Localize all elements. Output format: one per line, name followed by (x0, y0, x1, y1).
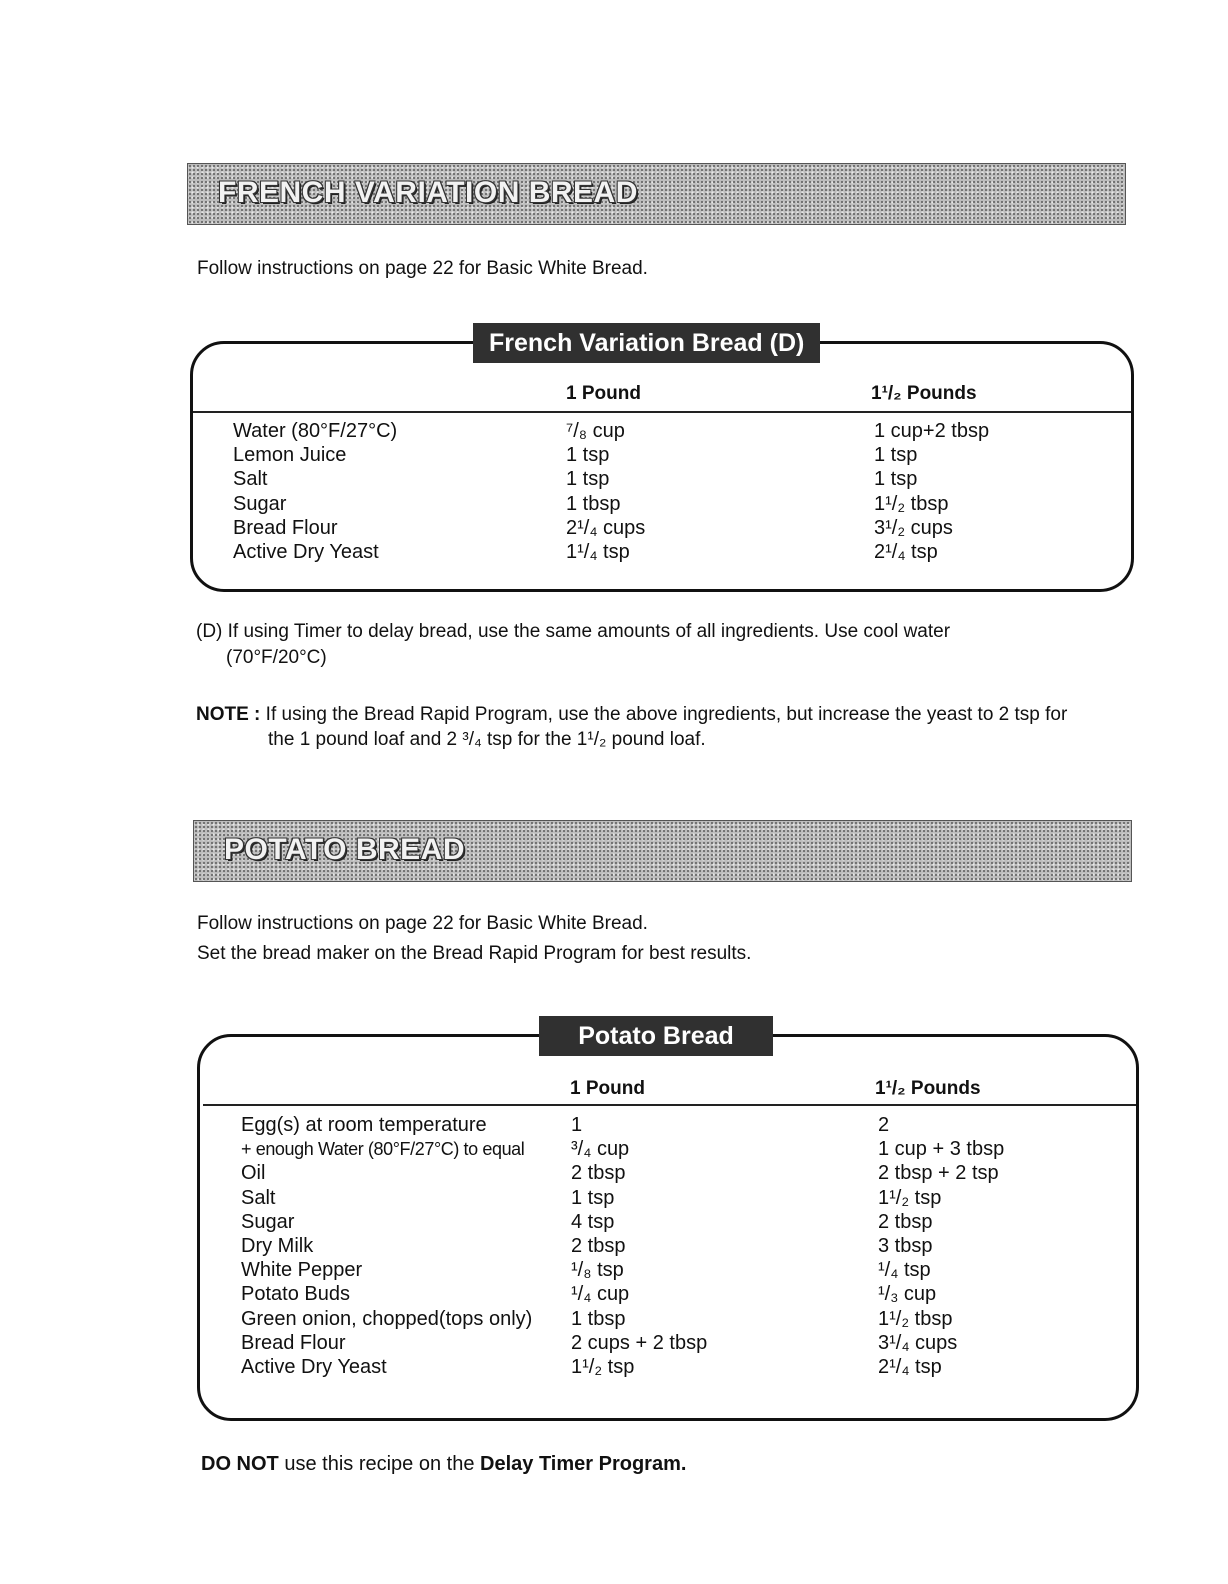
ingredient: Salt (241, 1186, 276, 1209)
warning-program: Delay Timer Program. (480, 1453, 687, 1475)
potato-bread-banner-title: POTATO BREAD (224, 833, 466, 866)
amount-1-pound: 2¹/₄ cups (566, 516, 646, 539)
ingredient: Bread Flour (241, 1331, 346, 1354)
french-recipe-box-title: French Variation Bread (D) (473, 323, 820, 363)
amount-1-pound: ¹/₄ cup (571, 1283, 630, 1306)
french-footnote-line-1: (D) If using Timer to delay bread, use the same amounts of all ingredients. Use cool water (196, 621, 951, 642)
amount-1-pound: ³/₄ cup (571, 1138, 630, 1161)
ingredient: Lemon Juice (233, 444, 347, 467)
potato-ingredient-table (241, 1113, 1004, 1379)
ingredient: Dry Milk (241, 1235, 314, 1258)
ingredient: Oil (241, 1162, 266, 1185)
amount-1-5-pounds: 1¹/₂ tbsp (878, 1307, 953, 1330)
table-row (233, 540, 989, 564)
amount-1-pound: 1¹/₂ tsp (571, 1356, 635, 1379)
table-row (241, 1137, 1004, 1161)
french-col-1-pound: 1 Pound (566, 383, 641, 404)
table-row (233, 467, 989, 491)
note-label: NOTE : (196, 704, 261, 725)
table-row (241, 1113, 1004, 1137)
potato-col-1-5-pounds: 1¹/₂ Pounds (875, 1078, 981, 1099)
potato-intro-line-2: Set the bread maker on the Bread Rapid Program for best results. (197, 943, 752, 964)
table-row (241, 1234, 1004, 1258)
table-row (241, 1258, 1004, 1282)
potato-col-1-pound: 1 Pound (570, 1078, 645, 1099)
amount-1-5-pounds: 1 tsp (874, 468, 918, 491)
table-row (241, 1210, 1004, 1234)
amount-1-pound: 2 tbsp (571, 1235, 626, 1258)
table-row (233, 443, 989, 467)
table-row (241, 1355, 1004, 1379)
potato-bread-banner (193, 820, 1132, 882)
french-col-1-5-pounds: 1¹/₂ Pounds (871, 383, 977, 404)
french-intro: Follow instructions on page 22 for Basic White Bread. (197, 258, 648, 279)
potato-recipe-box (197, 1022, 1139, 1421)
french-ingredient-table (233, 419, 989, 564)
ingredient: Green onion, chopped(tops only) (241, 1307, 533, 1330)
potato-header-rule (203, 1104, 1136, 1106)
ingredient: Egg(s) at room temperature (241, 1114, 487, 1136)
amount-1-5-pounds: 2¹/₄ tsp (878, 1356, 942, 1379)
warning-do-not: DO NOT (201, 1453, 279, 1475)
ingredient: Active Dry Yeast (241, 1356, 387, 1379)
amount-1-5-pounds: 3 tbsp (878, 1235, 933, 1258)
potato-warning (201, 1452, 686, 1476)
amount-1-pound: ⁷/₈ cup (566, 420, 625, 442)
amount-1-pound: ¹/₈ tsp (571, 1259, 624, 1282)
ingredient: Water (80°F/27°C) (233, 420, 398, 442)
french-footnote-line-2: (70°F/20°C) (226, 647, 327, 668)
amount-1-5-pounds: ¹/₄ tsp (878, 1259, 931, 1282)
french-note-line-1 (196, 703, 1067, 727)
ingredient: Sugar (241, 1210, 295, 1233)
amount-1-5-pounds: 3¹/₂ cups (874, 516, 953, 539)
french-recipe-box (190, 329, 1134, 592)
amount-1-pound: 1 tsp (571, 1186, 615, 1209)
amount-1-pound: 1 tsp (566, 468, 610, 491)
note-text: If using the Bread Rapid Program, use the above ingredients, but increase the yeast to 2 tsp for (265, 704, 1068, 725)
amount-1-5-pounds: 1 cup+2 tbsp (874, 420, 990, 442)
warning-text: use this recipe on the (278, 1453, 481, 1475)
amount-1-5-pounds: 2 tbsp + 2 tsp (878, 1162, 999, 1185)
table-row (241, 1282, 1004, 1306)
ingredient: Bread Flour (233, 516, 338, 539)
table-row (241, 1161, 1004, 1185)
amount-1-pound: 1 tsp (566, 444, 610, 467)
table-row (233, 419, 989, 443)
amount-1-pound: 1 (571, 1114, 583, 1136)
amount-1-5-pounds: 2 (878, 1114, 890, 1136)
amount-1-5-pounds: 1¹/₂ tbsp (874, 492, 949, 515)
amount-1-pound: 4 tsp (571, 1210, 615, 1233)
potato-recipe-box-title: Potato Bread (539, 1016, 773, 1056)
ingredient: + enough Water (80°F/27°C) to equal (241, 1139, 525, 1160)
ingredient: White Pepper (241, 1259, 363, 1282)
french-note-line-2: the 1 pound loaf and 2 ³/₄ tsp for the 1¹/₂ pound loaf. (268, 729, 706, 750)
amount-1-pound: 1¹/₄ tsp (566, 541, 630, 564)
amount-1-5-pounds: 1 tsp (874, 444, 918, 467)
table-row (233, 492, 989, 516)
table-row (241, 1186, 1004, 1210)
amount-1-pound: 2 tbsp (571, 1162, 626, 1185)
amount-1-5-pounds: 3¹/₄ cups (878, 1331, 958, 1354)
table-row (241, 1307, 1004, 1331)
ingredient: Active Dry Yeast (233, 541, 379, 564)
amount-1-5-pounds: 2¹/₄ tsp (874, 541, 938, 564)
table-row (233, 516, 989, 540)
french-bread-banner-title: FRENCH VARIATION BREAD (218, 176, 638, 209)
amount-1-pound: 1 tbsp (571, 1307, 626, 1330)
table-row (241, 1331, 1004, 1355)
ingredient: Salt (233, 468, 268, 491)
amount-1-5-pounds: 1¹/₂ tsp (878, 1186, 942, 1209)
amount-1-pound: 1 tbsp (566, 492, 621, 515)
french-header-rule (193, 411, 1131, 413)
amount-1-5-pounds: 2 tbsp (878, 1210, 933, 1233)
amount-1-5-pounds: ¹/₃ cup (878, 1283, 937, 1306)
potato-intro-line-1: Follow instructions on page 22 for Basic White Bread. (197, 913, 648, 934)
ingredient: Sugar (233, 492, 287, 515)
french-bread-banner (187, 163, 1126, 225)
ingredient: Potato Buds (241, 1283, 350, 1306)
amount-1-5-pounds: 1 cup + 3 tbsp (878, 1138, 1005, 1161)
amount-1-pound: 2 cups + 2 tbsp (571, 1331, 708, 1354)
